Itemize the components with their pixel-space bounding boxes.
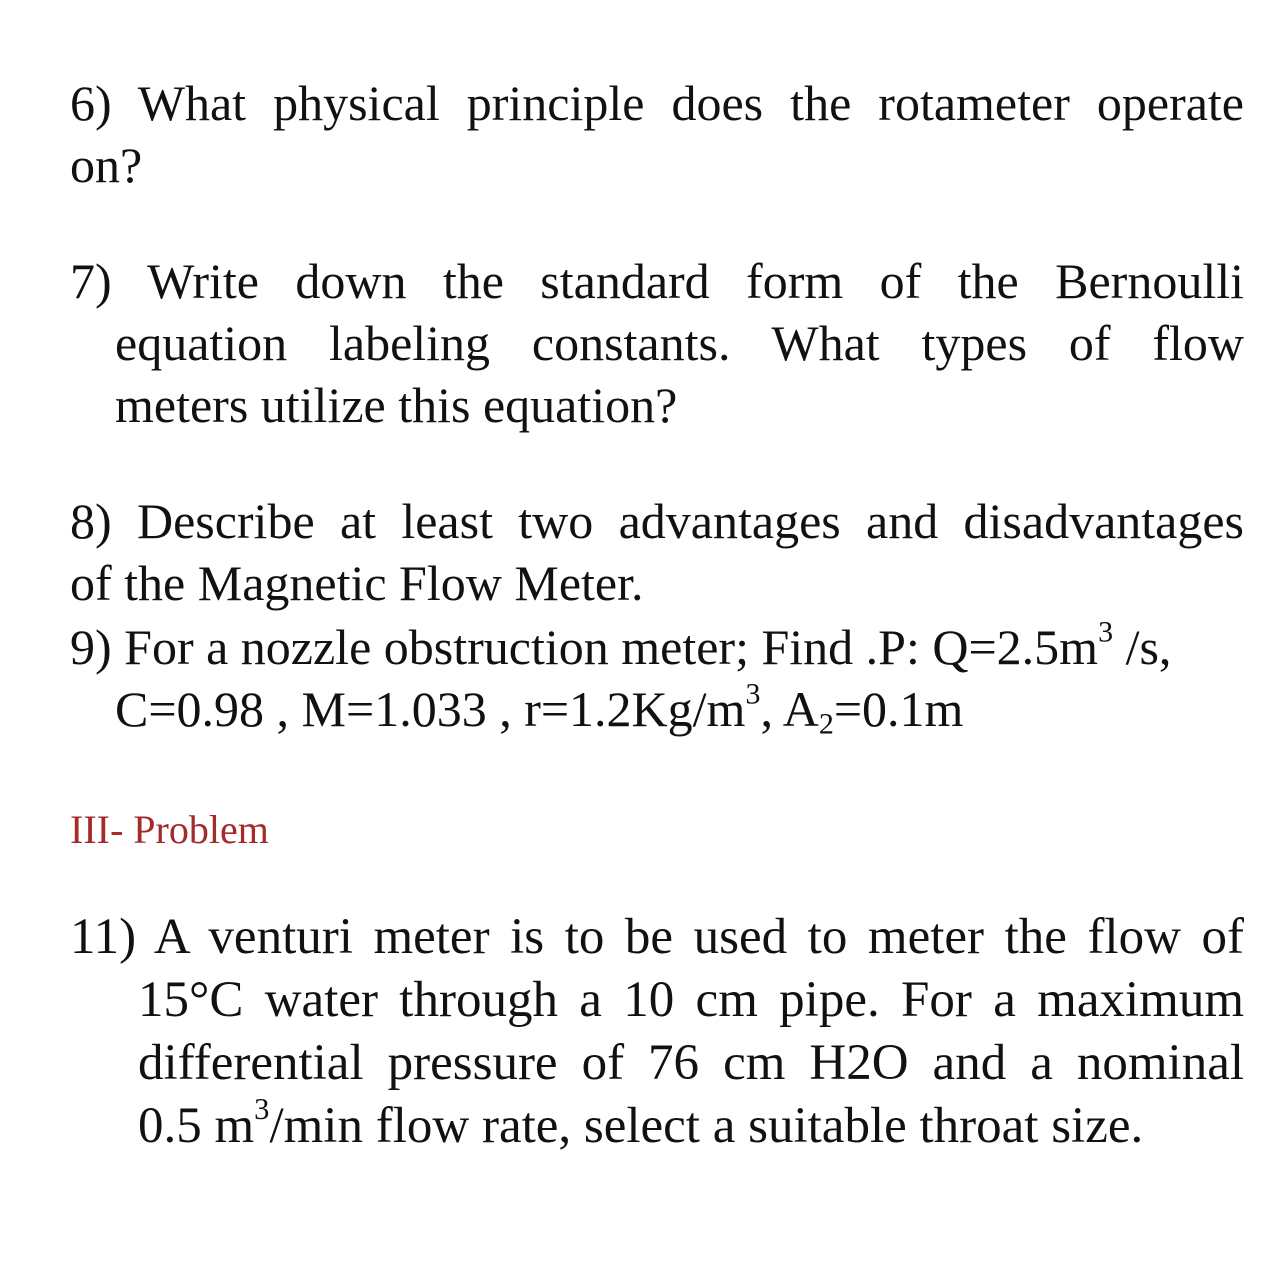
- question-9: [70, 616, 1244, 740]
- question-8: [70, 490, 1244, 614]
- section-heading-problem: III- Problem: [70, 807, 269, 852]
- question-7: [70, 250, 1244, 436]
- question-8-line-1: 8) Describe at least two advantages and disadvantages: [70, 493, 1244, 549]
- question-9-line-1: [70, 616, 1244, 678]
- question-9-line-2-superscript: 3: [745, 677, 761, 711]
- question-9-line-1-text-b: /s,: [1113, 619, 1172, 675]
- question-11-line-4: [70, 1092, 1244, 1158]
- question-9-line-2-text-b: , A: [760, 681, 819, 737]
- question-11-line-4-text-a: 0.5 m: [138, 1098, 255, 1154]
- question-8-line-2: of the Magnetic Flow Meter.: [70, 555, 644, 611]
- question-9-line-2: [70, 678, 1244, 740]
- question-6-line-1: 6) What physical principle does the rotameter operate: [70, 75, 1244, 131]
- question-6: [70, 72, 1244, 196]
- question-9-line-2-subscript: 2: [818, 707, 834, 741]
- question-11-line-1: 11) A venturi meter is to be used to meter the flow of: [70, 909, 1244, 965]
- question-9-line-1-superscript: 3: [1098, 615, 1114, 649]
- question-9-line-2-text-c: =0.1m: [833, 681, 964, 737]
- question-9-line-1-text-a: 9) For a nozzle obstruction meter; Find .P: Q=2.5m: [70, 619, 1099, 675]
- question-7-line-1: 7) Write down the standard form of the Bernoulli: [70, 253, 1244, 309]
- question-7-line-2: equation labeling constants. What types of flow: [115, 315, 1244, 371]
- question-11-line-2: 15°C water through a 10 cm pipe. For a maximum: [138, 972, 1244, 1028]
- question-6-line-2: on?: [70, 137, 143, 193]
- question-9-line-2-text-a: C=0.98 , M=1.033 , r=1.2Kg/m: [115, 681, 746, 737]
- question-11-line-4-text-b: /min flow rate, select a suitable throat size.: [269, 1098, 1144, 1154]
- question-11-line-4-superscript: 3: [254, 1092, 270, 1127]
- question-7-line-3: meters utilize this equation?: [115, 377, 678, 433]
- question-11: [70, 906, 1244, 1158]
- question-11-line-3: differential pressure of 76 cm H2O and a nominal: [138, 1035, 1244, 1091]
